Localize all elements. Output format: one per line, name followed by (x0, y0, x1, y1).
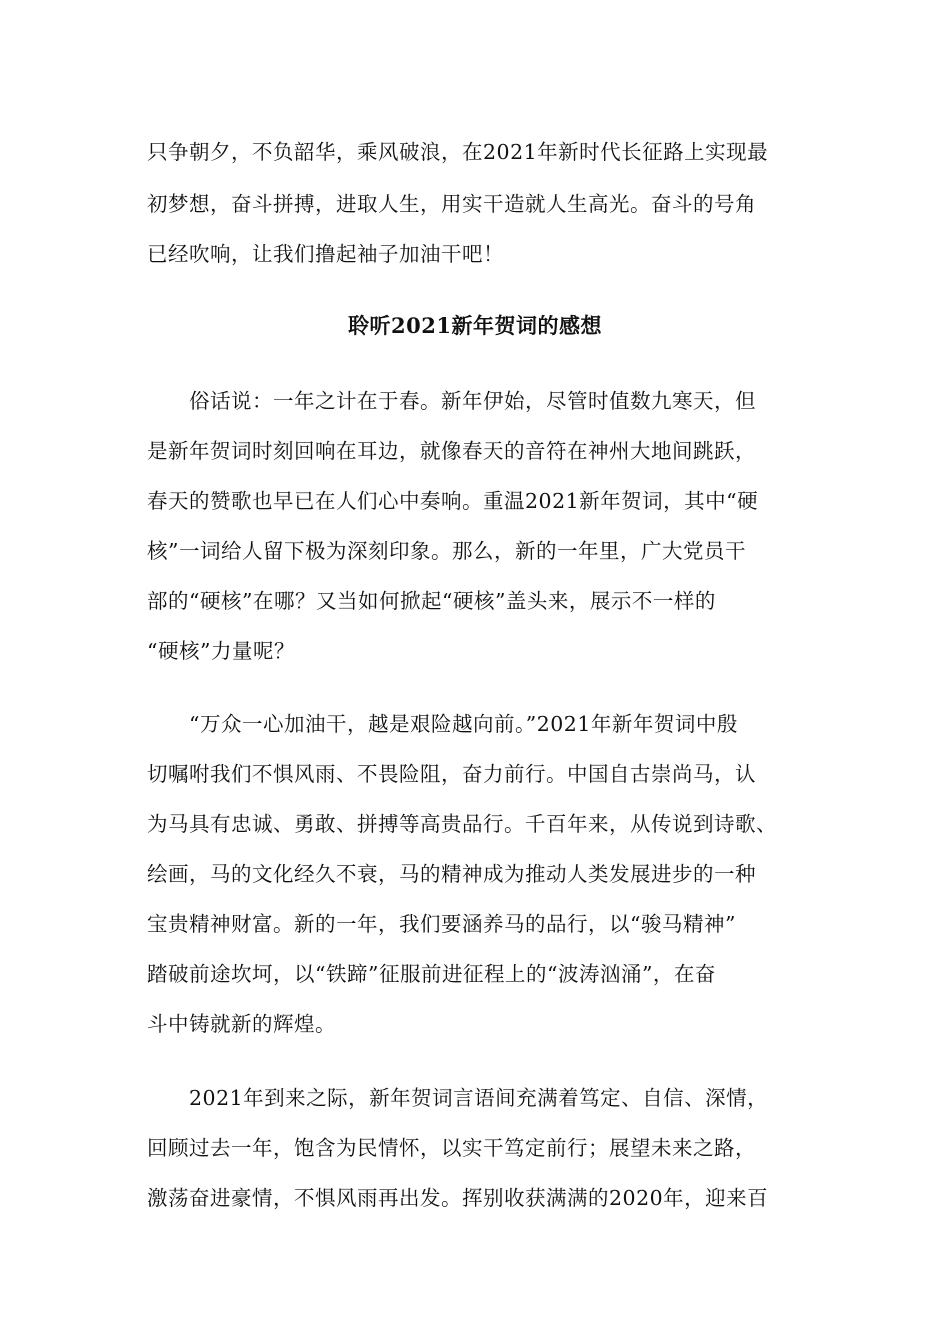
paragraph-line: “万众一心加油干，越是艰险越向前。”2021年新年贺词中殷 (189, 712, 738, 736)
paragraph-line: 激荡奋进豪情，不惧风雨再出发。挥别收获满满的2020年，迎来百 (147, 1186, 769, 1210)
paragraph-line: 斗中铸就新的辉煌。 (147, 1012, 336, 1036)
paragraph-line: 绘画，马的文化经久不衰，马的精神成为推动人类发展进步的一种 (147, 862, 756, 886)
paragraph-line: 已经吹响，让我们撸起袖子加油干吧！ (147, 242, 504, 266)
paragraph-line: 只争朝夕，不负韶华，乘风破浪，在2021年新时代长征路上实现最 (147, 140, 769, 164)
paragraph-line: 2021年到来之际，新年贺词言语间充满着笃定、自信、深情， (189, 1086, 769, 1110)
paragraph-line: 是新年贺词时刻回响在耳边，就像春天的音符在神州大地间跳跃， (147, 439, 756, 463)
paragraph-line: 核”一词给人留下极为深刻印象。那么，新的一年里，广大党员干 (147, 539, 746, 563)
paragraph-line: 切嘱咐我们不惧风雨、不畏险阻，奋力前行。中国自古崇尚马，认 (147, 762, 756, 786)
paragraph-line: 回顾过去一年，饱含为民情怀，以实干笃定前行；展望未来之路， (147, 1136, 756, 1160)
paragraph-line: 宝贵精神财富。新的一年，我们要涵养马的品行，以“骏马精神” (147, 912, 736, 936)
paragraph-line: 部的“硬核”在哪？又当如何掀起“硬核”盖头来，展示不一样的 (147, 589, 716, 613)
paragraph-line: 初梦想，奋斗拼搏，进取人生，用实干造就人生高光。奋斗的号角 (147, 192, 756, 216)
paragraph-line: 春天的赞歌也早已在人们心中奏响。重温2021新年贺词，其中“硬 (147, 489, 759, 513)
paragraph-line: 为马具有忠诚、勇敢、拼搏等高贵品行。千百年来，从传说到诗歌、 (147, 812, 777, 836)
paragraph-line: 俗话说：一年之计在于春。新年伊始，尽管时值数九寒天，但 (189, 389, 756, 413)
paragraph-line: “硬核”力量呢？ (147, 639, 295, 663)
article-title: 聆听2021新年贺词的感想 (348, 313, 602, 338)
paragraph-line: 踏破前途坎坷，以“铁蹄”征服前进征程上的“波涛汹涌”，在奋 (147, 962, 716, 986)
